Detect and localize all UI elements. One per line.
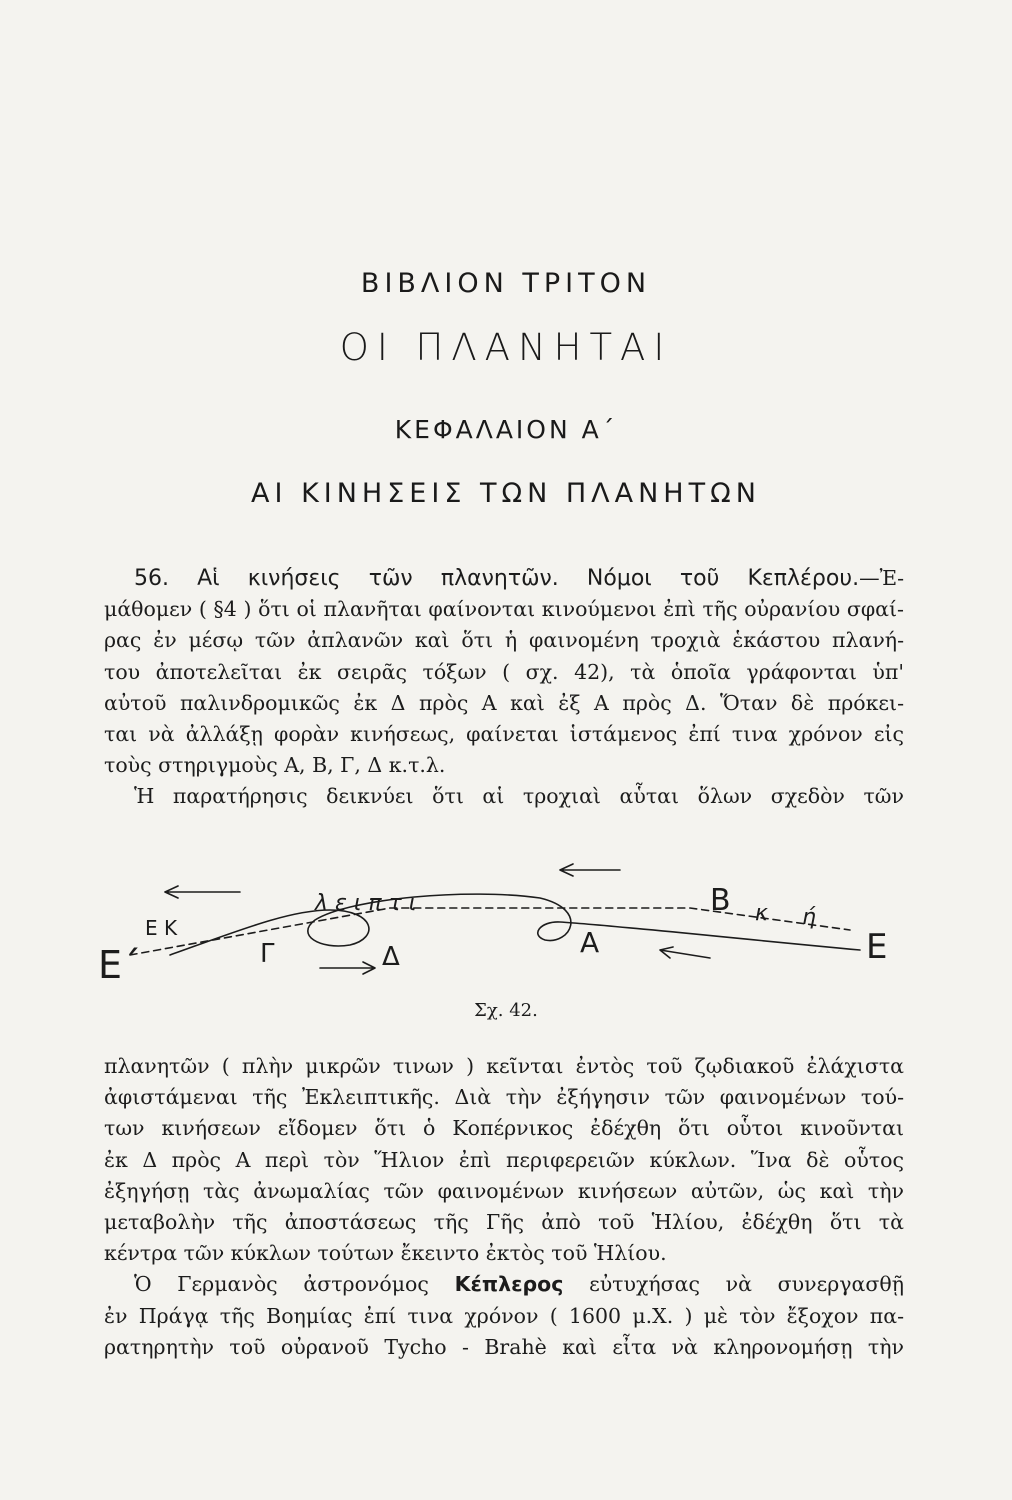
label-gamma: Γ bbox=[260, 939, 275, 969]
section-title: ΑΙ ΚΙΝΗΣΕΙΣ ΤΩΝ ΠΛΑΝΗΤΩΝ bbox=[251, 478, 761, 509]
text-line: ἐν Πράγᾳ τῆς Βοημίας ἐπί τινα χρόνον ( 1600 μ.Χ. ) μὲ τὸν ἔξοχον πα- bbox=[104, 1303, 904, 1328]
text-line: μεταβολὴν τῆς ἀποστάσεως τῆς Γῆς ἀπὸ τοῦ Ἡλίου, ἐδέχθη ὅτι τὰ bbox=[104, 1210, 904, 1235]
kepler-name: Κέπλερος bbox=[454, 1272, 564, 1297]
text-line: κέντρα τῶν κύκλων τούτων ἔκειντο ἐκτὸς τοῦ Ἡλίου. bbox=[104, 1241, 667, 1266]
text-line: του ἀποτελεῖται ἐκ σειρᾶς τόξων ( σχ. 42), τὰ ὁποῖα γράφονται ὑπ' bbox=[104, 659, 904, 684]
text-line: των κινήσεων εἴδομεν ὅτι ὁ Κοπέρνικος ἐδέχθη ὅτι οὗτοι κινοῦνται bbox=[104, 1116, 904, 1141]
label-eiptik: λ ε ι π τ ι bbox=[315, 891, 417, 916]
paragraph-heading: 56. Αἱ κινήσεις τῶν πλανητῶν. Νόμοι τοῦ Κεπλέρου. bbox=[134, 566, 860, 591]
label-e: Ε bbox=[866, 927, 888, 967]
text-line: πλανητῶν ( πλὴν μικρῶν τινων ) κεῖνται ἐντὸς τοῦ ζῳδιακοῦ ἐλάχιστα bbox=[104, 1054, 904, 1078]
text-line bbox=[104, 1269, 904, 1300]
text-line: Ἡ παρατήρησις δεικνύει ὅτι αἱ τροχιαὶ αὗται ὅλων σχεδὸν τῶν bbox=[134, 784, 904, 809]
planet-retrograde-diagram bbox=[90, 850, 920, 1000]
text-line: ρατηρητὴν τοῦ οὐρανοῦ Tycho - Brahè καὶ εἶτα νὰ κληρονομήσῃ τὴν bbox=[104, 1334, 904, 1359]
label-kappa: κ bbox=[755, 901, 768, 926]
text-fragment: —Ἐ- bbox=[859, 566, 904, 590]
chapter-title: ΚΕΦΑΛΑΙΟΝ Α΄ bbox=[394, 415, 618, 444]
book-title: ΒΙΒΛΙΟΝ ΤΡΙΤΟΝ bbox=[360, 268, 652, 299]
text-fragment: Ὁ Γερμανὸς ἀστρονόμος bbox=[134, 1272, 455, 1297]
label-e-prime: Ε΄ bbox=[98, 943, 142, 987]
label-eta: ή bbox=[802, 905, 816, 930]
text-line: ἀφιστάμεναι τῆς Ἐκλειπτικῆς. Διὰ τὴν ἐξήγησιν τῶν φαινομένων τού- bbox=[104, 1085, 904, 1110]
text-line: ται νὰ ἀλλάξῃ φορὰν κινήσεως, φαίνεται ἱστάμενος ἐπί τινα χρόνον εἰς bbox=[104, 722, 904, 747]
label-beta: Β bbox=[710, 883, 731, 918]
arrow-left-icon bbox=[560, 864, 620, 876]
arrow-right-icon bbox=[320, 962, 375, 974]
text-fragment: εὐτυχήσας νὰ συνεργασθῇ bbox=[563, 1272, 904, 1297]
label-delta: Δ bbox=[382, 942, 400, 972]
text-line: αὐτοῦ παλινδρομικῶς ἐκ Δ πρὸς Α καὶ ἐξ Α πρὸς Δ. Ὅταν δὲ πρόκει- bbox=[104, 690, 904, 715]
text-line: μάθομεν ( §4 ) ὅτι οἱ πλανῆται φαίνονται κινούμενοι ἐπὶ τῆς οὐρανίου σφαί- bbox=[104, 597, 904, 622]
paragraph-56 bbox=[104, 563, 904, 813]
arrow-left-icon bbox=[660, 947, 710, 958]
text-line: ἐξηγήσῃ τὰς ἀνωμαλίας τῶν φαινομένων κινήσεων αὐτῶν, ὡς καὶ τὴν bbox=[104, 1178, 904, 1203]
label-ek: Ε Κ bbox=[145, 916, 178, 940]
paragraph-continued bbox=[104, 1051, 904, 1363]
text-line: τοὺς στηριγμοὺς Α, Β, Γ, Δ κ.τ.λ. bbox=[104, 753, 446, 778]
text-line: ρας ἐν μέσῳ τῶν ἀπλανῶν καὶ ὅτι ἡ φαινομένη τροχιὰ ἑκάστου πλανή- bbox=[104, 628, 904, 653]
label-alpha: Α bbox=[580, 926, 600, 959]
part-title: ΟΙ ΠΛΑΝΗΤΑΙ bbox=[339, 326, 673, 369]
text-line: ἐκ Δ πρὸς Α περὶ τὸν Ἥλιον ἐπὶ περιφερειῶν κύκλων. Ἵνα δὲ οὗτος bbox=[104, 1147, 904, 1172]
arrow-left-icon bbox=[165, 886, 240, 898]
figure-caption: Σχ. 42. bbox=[474, 1000, 538, 1021]
text-line bbox=[104, 563, 904, 594]
